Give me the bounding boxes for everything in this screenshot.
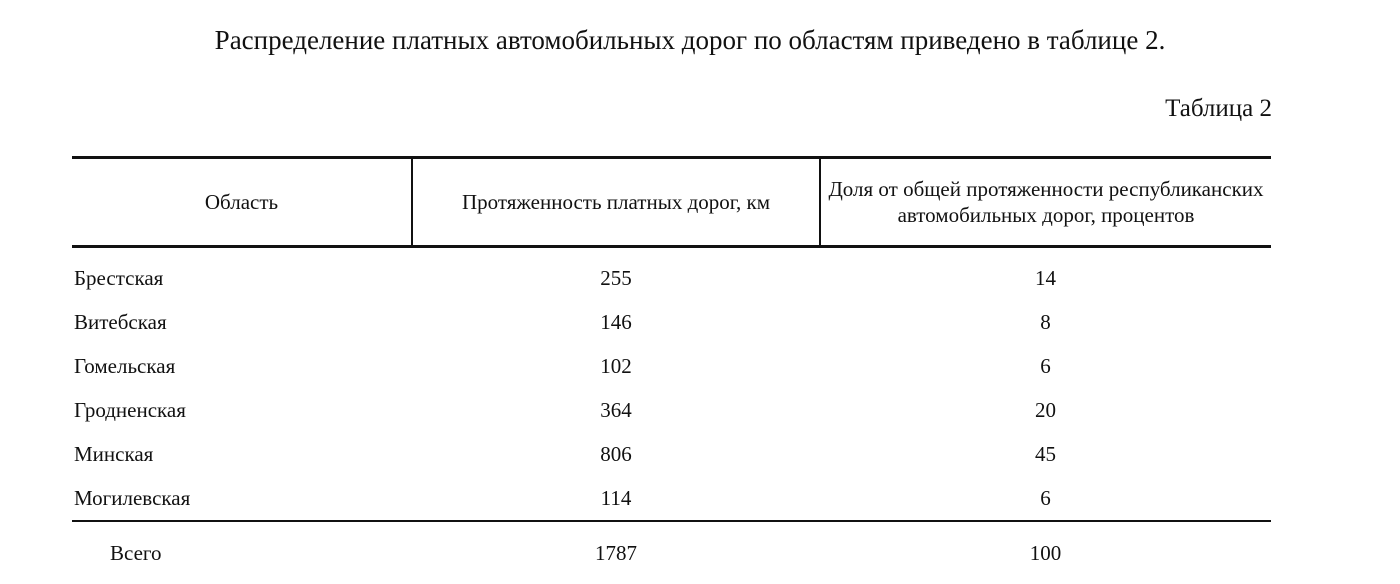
table-caption: Таблица 2 <box>1165 95 1272 122</box>
share-cell: 14 <box>1035 265 1056 290</box>
header-row <box>72 158 1271 247</box>
region-cell: Минская <box>74 441 154 466</box>
intro-paragraph: Распределение платных автомобильных дорог по областям приведено в таблице 2. <box>214 25 1166 55</box>
region-cell: Витебская <box>74 309 167 334</box>
length-cell: 114 <box>412 476 820 521</box>
length-cell: 146 <box>600 309 632 334</box>
total-share: 100 <box>1029 540 1062 565</box>
table-row <box>72 247 1271 301</box>
total-label: Всего <box>110 540 162 565</box>
header-region: Область <box>72 158 412 247</box>
table-row <box>72 300 1271 344</box>
region-cell: Гродненская <box>74 397 186 422</box>
table-row <box>72 432 1271 476</box>
table-row <box>72 476 1271 521</box>
total-length: 1787 <box>595 540 637 565</box>
share-cell: 6 <box>1040 353 1051 378</box>
share-cell: 6 <box>820 476 1271 521</box>
header-share: Доля от общей протяженности республиканских автомобильных дорог, процентов <box>820 158 1271 247</box>
share-cell: 45 <box>1035 441 1056 466</box>
region-cell: Брестская <box>74 265 164 290</box>
roads-table-container <box>72 156 1271 584</box>
table-body <box>72 247 1271 522</box>
region-cell: Гомельская <box>74 353 176 378</box>
share-cell: 8 <box>1040 309 1051 334</box>
table-header <box>72 158 1271 247</box>
table-row <box>72 344 1271 388</box>
roads-table <box>72 156 1271 584</box>
table-footer <box>72 521 1271 584</box>
length-cell: 255 <box>600 265 632 290</box>
length-cell: 102 <box>600 353 632 378</box>
header-length: Протяженность платных дорог, км <box>412 158 820 247</box>
table-row <box>72 388 1271 432</box>
length-cell: 806 <box>600 441 632 466</box>
length-cell: 364 <box>600 397 632 422</box>
total-row <box>72 521 1271 584</box>
share-cell: 20 <box>1035 397 1056 422</box>
region-cell: Могилевская <box>72 476 412 521</box>
